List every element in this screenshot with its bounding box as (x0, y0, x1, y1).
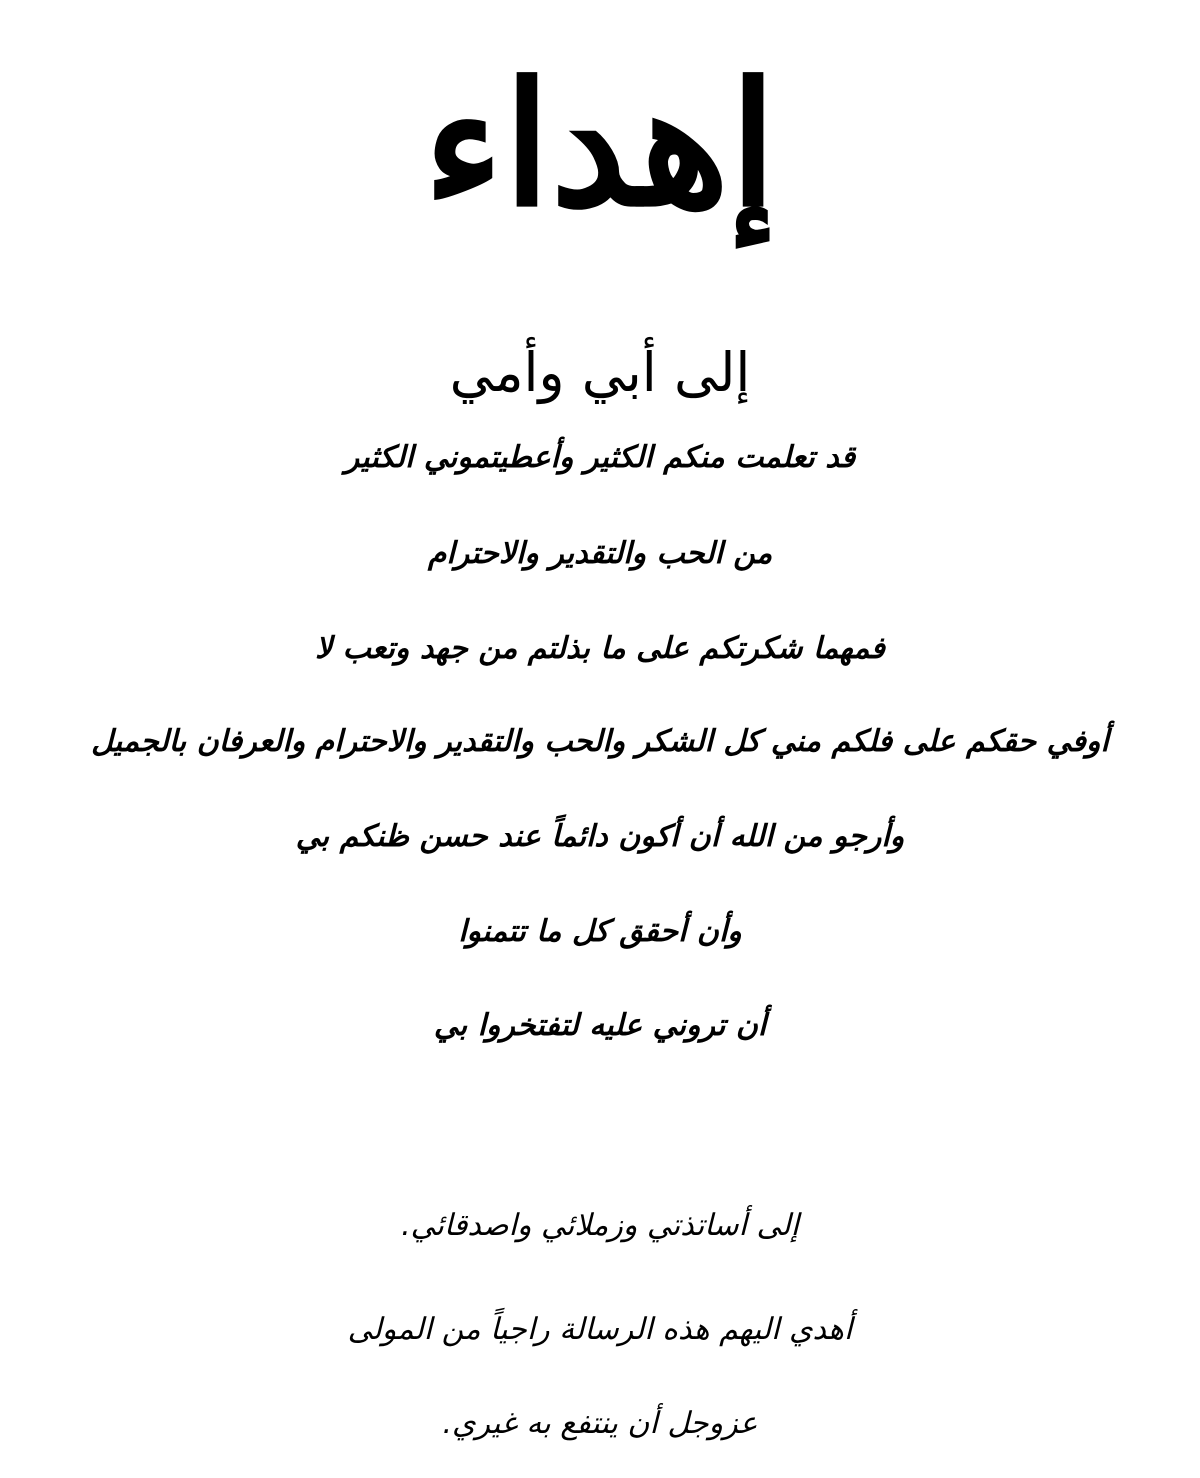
dedication-title: إهداء (423, 45, 777, 245)
dedication-line: وأرجو من الله أن أكون دائماً عند حسن ظنكم بي (295, 819, 905, 854)
dedication-heading: إلى أبي وأمي (449, 340, 751, 404)
dedication-line: أوفي حقكم على فلكم مني كل الشكر والحب والتقدير والاحترام والعرفان بالجميل (91, 724, 1109, 759)
dedication-line: عزوجل أن ينتفع به غيري. (442, 1406, 758, 1441)
dedication-line: من الحب والتقدير والاحترام (427, 536, 773, 571)
dedication-line: قد تعلمت منكم الكثير وأعطيتموني الكثير (344, 440, 856, 475)
dedication-line: إلى أساتذتي وزملائي واصدقائي. (401, 1208, 799, 1243)
dedication-line: أن تروني عليه لتفتخروا بي (433, 1008, 767, 1043)
dedication-line: أهدي اليهم هذه الرسالة راجياً من المولى (347, 1312, 853, 1347)
dedication-line: فمهما شكرتكم على ما بذلتم من جهد وتعب لا (315, 631, 885, 666)
dedication-line: وأن أحقق كل ما تتمنوا (458, 914, 742, 949)
